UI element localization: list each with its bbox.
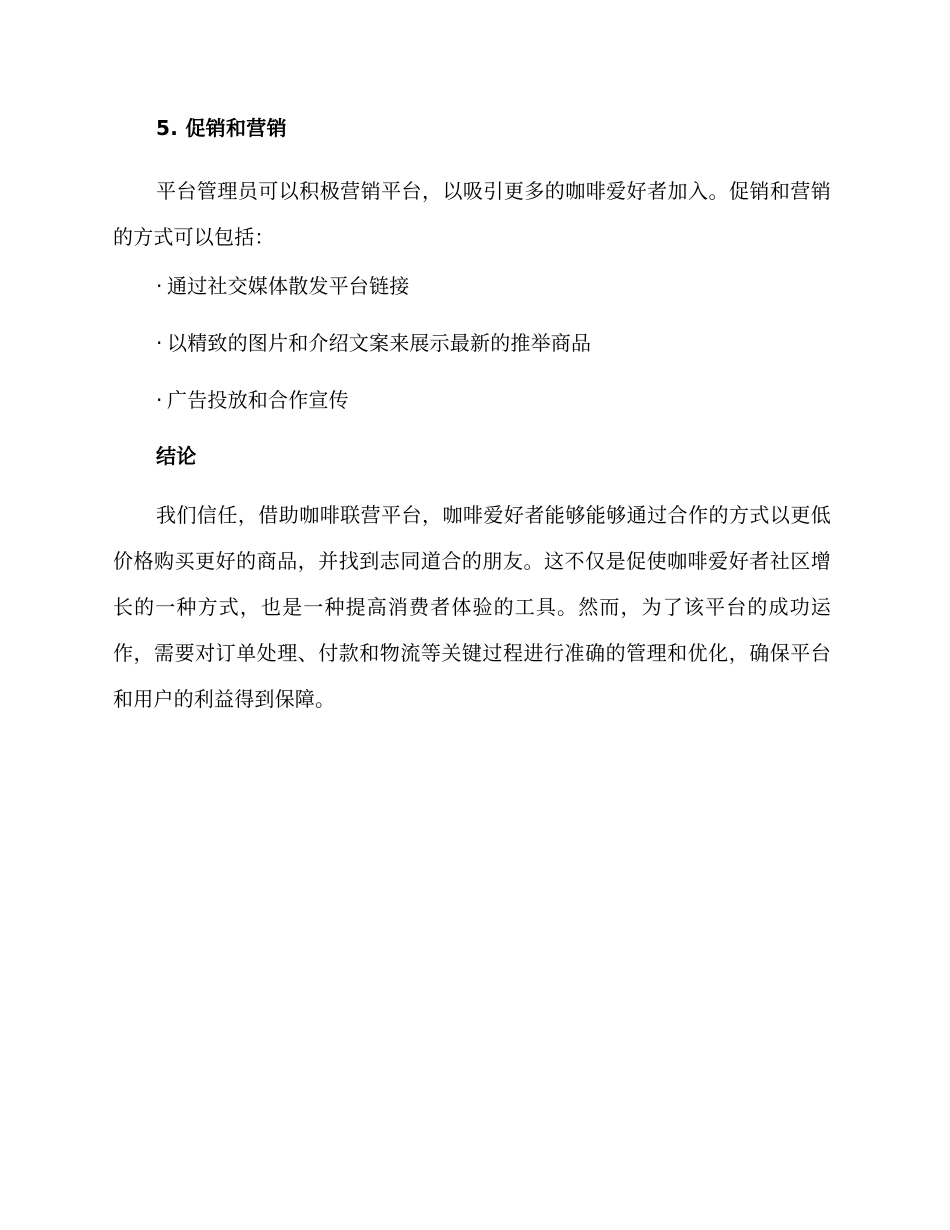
bullet-marker: · xyxy=(156,274,163,298)
bullet-item xyxy=(156,327,831,359)
bullet-text: 以精致的图片和介绍文案来展示最新的推举商品 xyxy=(167,331,592,355)
section-heading: 5. 促销和营销 xyxy=(156,116,287,140)
conclusion-heading: 结论 xyxy=(156,444,197,468)
conclusion-paragraph: 我们信任，借助咖啡联营平台，咖啡爱好者能够能够通过合作的方式以更低价格购买更好的商品，并找到志同道合的朋友。这不仅是促使咖啡爱好者社区增长的一种方式，也是一种提高消费者体验的工具。然而，为了该平台的成功运作，需要对订单处理、付款和物流等关键过程进行准确的管理和优化，确保平台和用户的利益得到保障。 xyxy=(113,503,831,711)
bullet-text: 广告投放和合作宣传 xyxy=(167,388,349,412)
bullet-item xyxy=(156,270,831,302)
bullet-item xyxy=(156,384,831,416)
bullet-marker: · xyxy=(156,388,163,412)
section-intro-paragraph: 平台管理员可以积极营销平台，以吸引更多的咖啡爱好者加入。促销和营销的方式可以包括： xyxy=(113,179,831,249)
bullet-marker: · xyxy=(156,331,163,355)
document-content xyxy=(113,112,831,722)
promotion-bullet-list xyxy=(113,270,831,416)
bullet-text: 通过社交媒体散发平台链接 xyxy=(167,274,410,298)
